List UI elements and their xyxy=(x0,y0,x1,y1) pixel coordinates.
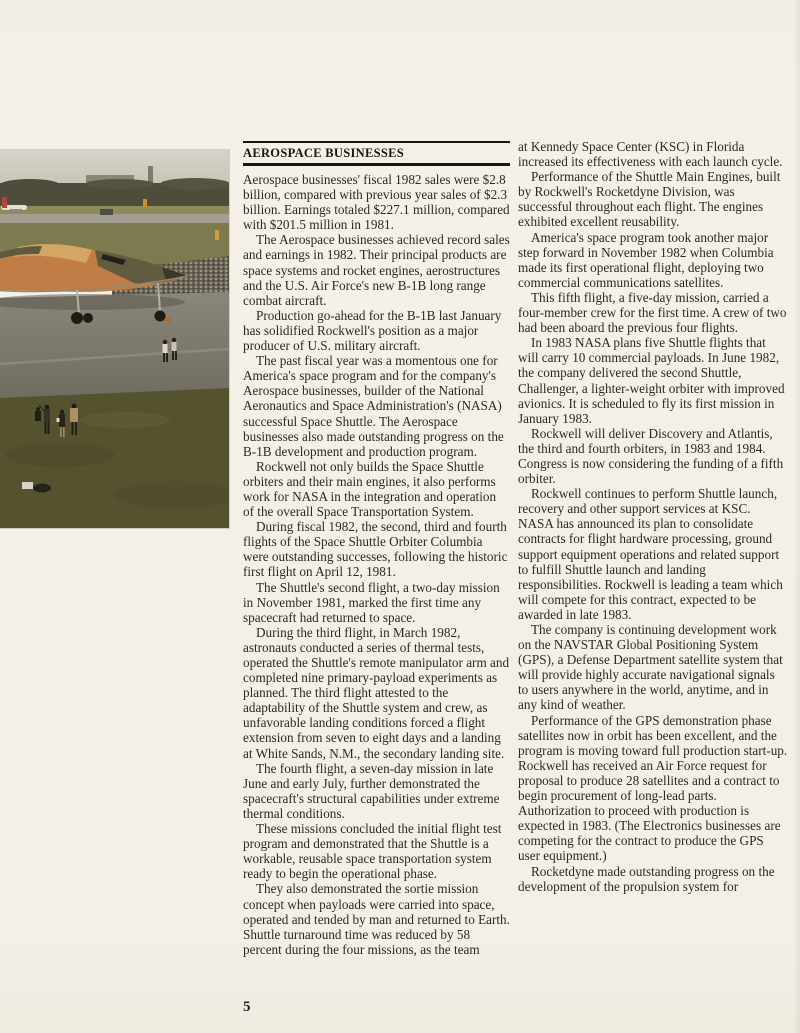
section-heading-block xyxy=(243,141,510,166)
paragraph: During the third flight, in March 1982, astronauts conducted a series of thermal tests, operated the Shuttle's remote manipulator arm and completed nine primary-payload experiments as planned. The third flight attested to the adaptability of the Shuttle system and crew, as unfavorable landing conditions forced a flight extension from seven to eight days and a landing at White Sands, N.M., the secondary landing site. xyxy=(243,624,510,761)
paragraph: They also demonstrated the sortie mission concept when payloads were carried into space, operated and tended by man and returned to Earth. Shuttle turnaround time was reduced by 58 percent during the four missions, as the team xyxy=(243,881,510,957)
paragraph: In 1983 NASA plans five Shuttle flights that will carry 10 commercial payloads. In June 1982, the company delivered the second Shuttle, Challenger, a lighter-weight orbiter with improved avionics. It is scheduled to fly its first mission in January 1983. xyxy=(518,335,785,426)
paragraph: Rockwell not only builds the Space Shuttle orbiters and their main engines, it also performs work for NASA in the integration and operation of the overall Space Transportation System. xyxy=(243,458,497,520)
paragraph: Performance of the GPS demonstration phase satellites now in orbit has been excellent, and the program is moving toward full production start-up. Rockwell has received an Air Force request for proposal to produce 28 satellites and a contract to begin procurement of long-lead parts. Authorization to proceed with production is expected in 1983. (The Electronics businesses are competing for the contract to produce the GPS user equipment.) xyxy=(518,712,788,864)
paragraph: America's space program took another major step forward in November 1982 when Columbia made its first operational flight, deploying two commercial communications satellites. xyxy=(518,229,774,290)
paragraph: The company is continuing development work on the NAVSTAR Global Positioning System (GPS), a Defense Department satellite system that will provide highly accurate navigational signals to users anywhere in the world, anytime, and in any kind of weather. xyxy=(518,622,783,713)
paragraph: This fifth flight, a five-day mission, carried a four-member crew for the first time. A crew of two had been aboard the previous four flights. xyxy=(518,289,787,336)
heading-rule-bottom xyxy=(243,163,510,166)
b1b-airshow-photo xyxy=(0,150,229,528)
article-column-2 xyxy=(518,139,788,894)
paragraph: Performance of the Shuttle Main Engines, built by Rockwell's Rocketdyne Division, was successful throughout each flight. The engines exhibited excellent reusability. xyxy=(518,169,781,230)
page-number: 5 xyxy=(243,999,251,1015)
paragraph: The Shuttle's second flight, a two-day mission in November 1981, marked the first time any spacecraft had returned to space. xyxy=(243,579,500,625)
paragraph: During fiscal 1982, the second, third and fourth flights of the Space Shuttle Orbiter Columbia were outstanding successes, following the historic first flight on April 12, 1981. xyxy=(243,519,508,580)
yellow-marker xyxy=(215,230,219,240)
runway xyxy=(0,214,229,223)
section-heading: AEROSPACE BUSINESSES xyxy=(243,146,405,160)
article-column-1 xyxy=(243,141,510,957)
orange-marker xyxy=(143,199,147,207)
treeline xyxy=(0,178,229,208)
paragraph: These missions concluded the initial flight test program and demonstrated that the Shuttle is a workable, reusable space transportation system ready to begin the operational phase. xyxy=(243,821,502,882)
heading-rule-top xyxy=(243,141,510,143)
paragraph: Aerospace businesses' fiscal 1982 sales were $2.8 billion, compared with previous year sales of $2.3 billion. Earnings totaled $227.1 million, compared with $201.5 million in 1981. xyxy=(243,172,510,233)
paragraph: Production go-ahead for the B-1B last January has solidified Rockwell's position as a major producer of U.S. military aircraft. xyxy=(243,307,502,354)
paragraph: at Kennedy Space Center (KSC) in Florida increased its effectiveness with each launch cycle. xyxy=(518,139,783,170)
foreground-grass xyxy=(0,388,229,528)
paragraph: Rockwell will deliver Discovery and Atlantis, the third and fourth orbiters, in 1983 and 1984. Congress is now considering the funding of a fifth orbiter. xyxy=(518,425,784,487)
column-2-text xyxy=(518,139,788,894)
paragraph: Rockwell continues to perform Shuttle launch, recovery and other support services at KSC. NASA has announced its plan to consolidate contracts for flight hardware processing, ground support equipment operations and related support to fulfill Shuttle launch and landing responsibilities. Rockwell is leading a team which will compete for this contract, expected to be awarded in late 1983. xyxy=(518,486,783,622)
paragraph: Rocketdyne made outstanding progress on the development of the propulsion system for xyxy=(518,863,775,894)
paragraph: The past fiscal year was a momentous one for America's space program and for the company's Aerospace businesses, builder of the National Aeronautics and Space Administration's (NASA) successful Space Shuttle. The Aerospace businesses also made outstanding progress on the B-1B development and production program. xyxy=(243,353,504,459)
vehicle xyxy=(100,209,113,215)
page-edge-shadow xyxy=(793,0,800,1033)
paragraph: The fourth flight, a seven-day mission in late June and early July, further demonstrated the spacecraft's structural capabilities under extreme thermal conditions. xyxy=(243,760,500,821)
column-1-text xyxy=(243,172,510,957)
paragraph: The Aerospace businesses achieved record sales and earnings in 1982. Their principal products are space systems and rocket engines, aerostructures and the U.S. Air Force's new B-1B long range combat aircraft. xyxy=(243,232,510,308)
b1b-airshow-photo-illustration xyxy=(0,150,229,528)
